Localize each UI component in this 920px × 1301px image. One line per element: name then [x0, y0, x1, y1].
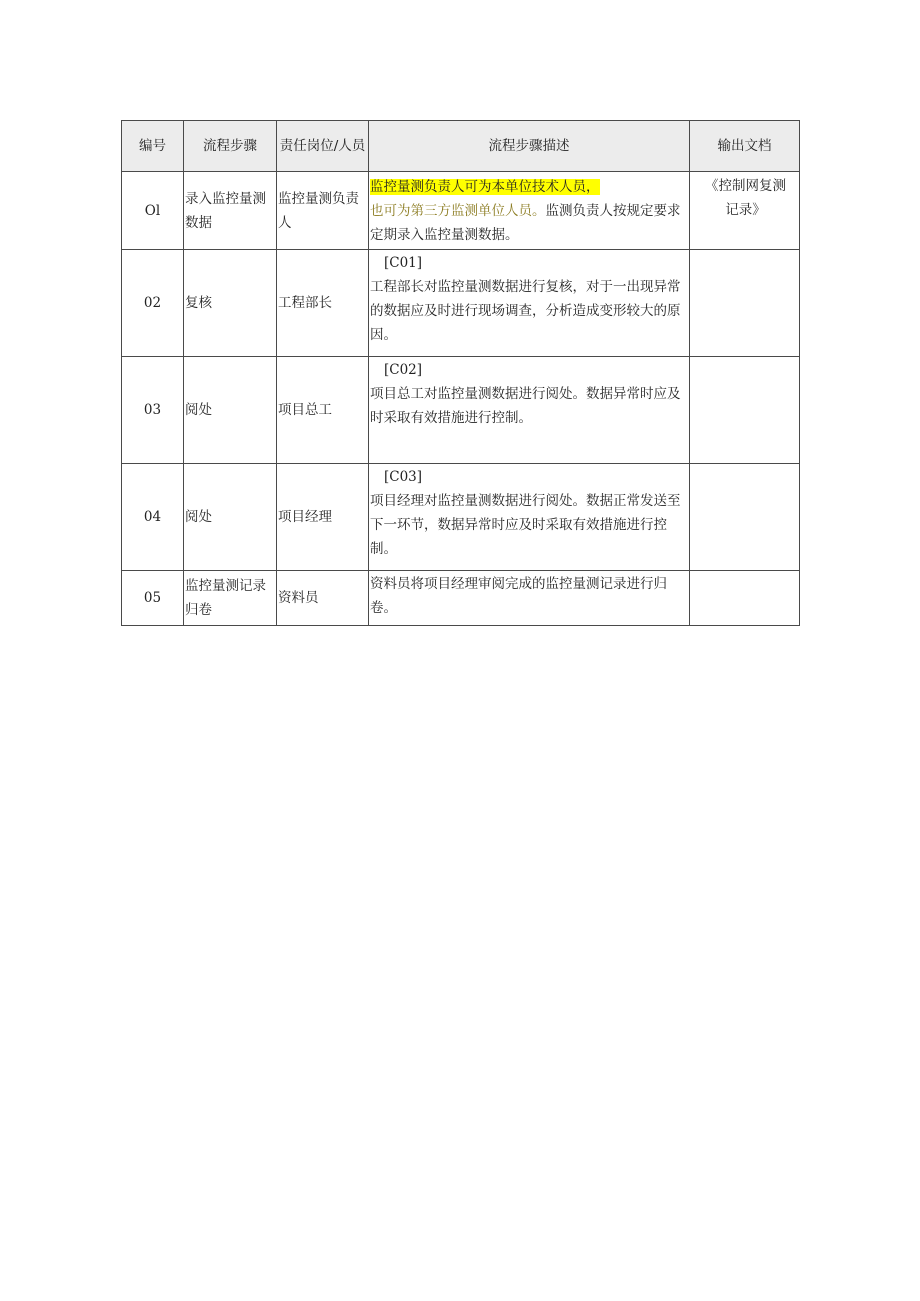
- row-role: 工程部长: [277, 250, 369, 357]
- row-output: [690, 464, 800, 571]
- row-num: 03: [122, 357, 184, 464]
- desc-text: 监测负责人按规定要求定期录入监控量测数据。: [370, 202, 681, 243]
- desc-text: 项目经理对监控量测数据进行阅处。数据正常发送至下一环节，数据异常时应及时采取有效措施进行控制。: [370, 493, 681, 557]
- row-role: 项目总工: [277, 357, 369, 464]
- header-role: 责任岗位/人员: [277, 121, 369, 172]
- process-table: [121, 120, 800, 626]
- control-code: [C02]: [384, 362, 423, 378]
- row-num: Ol: [122, 172, 184, 250]
- desc-text: 项目总工对监控量测数据进行阅处。数据异常时应及时采取有效措施进行控制。: [370, 386, 681, 426]
- header-row: [122, 121, 800, 172]
- row-step: 监控量测记录归卷: [184, 571, 277, 626]
- olive-text: 也可为第三方监测单位人员。: [370, 202, 546, 219]
- table-row: [122, 464, 800, 571]
- row-num: 04: [122, 464, 184, 571]
- header-num: 编号: [122, 121, 184, 172]
- row-role: 资料员: [277, 571, 369, 626]
- control-code: [C01]: [384, 255, 423, 271]
- desc-text: 工程部长对监控量测数据进行复核，对于一出现异常的数据应及时进行现场调查，分析造成变形较大的原因。: [370, 279, 681, 343]
- table-row: [122, 571, 800, 626]
- row-num: 05: [122, 571, 184, 626]
- row-desc: [369, 250, 690, 357]
- row-num: 02: [122, 250, 184, 357]
- row-desc: [369, 172, 690, 250]
- control-code: [C03]: [384, 469, 423, 485]
- row-output: [690, 571, 800, 626]
- row-output: [690, 250, 800, 357]
- row-role: 监控量测负责人: [277, 172, 369, 250]
- header-output: 输出文档: [690, 121, 800, 172]
- highlighted-text: 监控量测负责人可为本单位技术人员，: [370, 178, 600, 195]
- row-output: 《控制网复测记录》: [690, 172, 800, 250]
- row-step: 阅处: [184, 357, 277, 464]
- table-row: [122, 357, 800, 464]
- row-step: 录入监控量测数据: [184, 172, 277, 250]
- table-row: [122, 172, 800, 250]
- row-step: 复核: [184, 250, 277, 357]
- table-row: [122, 250, 800, 357]
- row-desc: [369, 357, 690, 464]
- row-desc: [369, 464, 690, 571]
- row-step: 阅处: [184, 464, 277, 571]
- header-step: 流程步骤: [184, 121, 277, 172]
- row-output: [690, 357, 800, 464]
- row-desc: 资料员将项目经理审阅完成的监控量测记录进行归卷。: [369, 571, 690, 626]
- header-desc: 流程步骤描述: [369, 121, 690, 172]
- row-role: 项目经理: [277, 464, 369, 571]
